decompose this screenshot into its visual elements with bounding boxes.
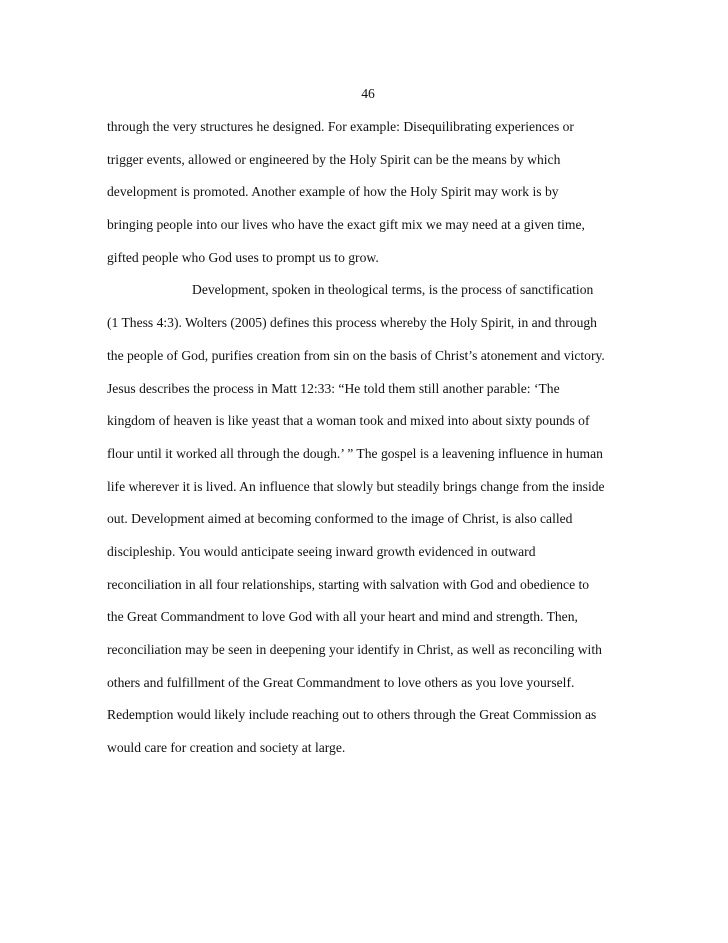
text-line-10: kingdom of heaven is like yeast that a woman took and mixed into about sixty pounds of [107, 413, 590, 429]
text-line-14: discipleship. You would anticipate seeing inward growth evidenced in outward [107, 543, 536, 559]
body-text [107, 118, 642, 772]
text-line-2: trigger events, allowed or engineered by the Holy Spirit can be the means by which [107, 151, 561, 167]
text-line-18: others and fulfillment of the Great Commandment to love others as you love yourself. [107, 674, 575, 690]
text-line-17: reconciliation may be seen in deepening your identify in Christ, as well as reconciling with [107, 642, 602, 657]
page-number: 46 [361, 86, 375, 101]
text-line-5: gifted people who God uses to prompt us to grow. [107, 249, 379, 265]
text-line-16: the Great Commandment to love God with all your heart and mind and strength. Then, [107, 609, 578, 625]
text-line-7: (1 Thess 4:3). Wolters (2005) defines this process whereby the Holy Spirit, in and through [107, 315, 597, 331]
text-line-11: flour until it worked all through the dough.’ ” The gospel is a leavening influence in human [107, 445, 603, 461]
text-line-15: reconciliation in all four relationships, starting with salvation with God and obedience to [107, 576, 590, 592]
text-line-19: Redemption would likely include reaching out to others through the Great Commission as [107, 707, 597, 723]
text-line-1: through the very structures he designed. For example: Disequilibrating experiences or [107, 119, 574, 134]
text-line-20: would care for creation and society at large. [107, 740, 346, 756]
text-line-12: life wherever it is lived. An influence that slowly but steadily brings change from the inside [107, 478, 605, 494]
text-line-8: the people of God, purifies creation from sin on the basis of Christ’s atonement and victory. [107, 347, 605, 363]
text-line-9: Jesus describes the process in Matt 12:33: “He told them still another parable: ‘The [107, 380, 560, 396]
text-line-4: bringing people into our lives who have the exact gift mix we may need at a given time, [107, 217, 585, 233]
text-line-13: out. Development aimed at becoming conformed to the image of Christ, is also called [107, 511, 573, 527]
text-line-6: Development, spoken in theological terms, is the process of sanctification [192, 282, 594, 298]
text-line-3: development is promoted. Another example of how the Holy Spirit may work is by [107, 184, 559, 200]
